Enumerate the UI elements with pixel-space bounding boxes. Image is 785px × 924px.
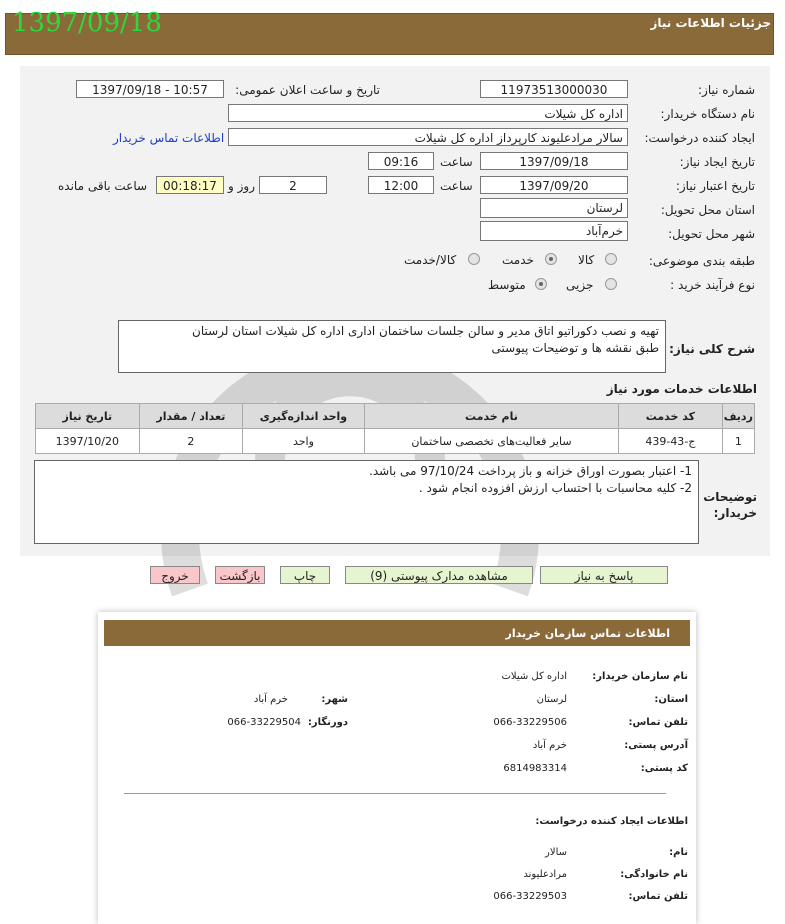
summary-line-1: تهیه و نصب دکوراتیو اتاق مدیر و سالن جلسات ساختمان اداری اداره کل شیلات استان لرستان (192, 324, 659, 338)
buyer-field: اداره کل شیلات (228, 104, 628, 122)
category-service-radio[interactable] (545, 253, 557, 265)
days-label: روز و (228, 179, 255, 193)
creator-phone-label: تلفن تماس: (628, 891, 688, 902)
validity-time-label: ساعت (440, 179, 473, 193)
creator-info-title: اطلاعات ایجاد کننده درخواست: (535, 816, 688, 827)
need-number-label: شماره نیاز: (698, 83, 755, 97)
remaining-field: 00:18:17 (156, 176, 224, 194)
category-service-label: خدمت (502, 253, 534, 267)
city-field: خرم‌آباد (480, 221, 628, 241)
province-label: استان محل تحویل: (660, 203, 755, 217)
table-row (36, 429, 755, 454)
contact-info-link[interactable]: اطلاعات تماس خریدار (113, 131, 225, 145)
postal-label: کد پستی: (640, 763, 688, 774)
city-label: شهر محل تحویل: (668, 227, 755, 241)
process-partial-label: جزیی (566, 278, 594, 292)
announce-field: 1397/09/18 - 10:57 (76, 80, 224, 98)
create-time-field: 09:16 (368, 152, 434, 170)
contact-fax-label: دورنگار: (307, 717, 348, 728)
creator-field: سالار مرادعلیوند کارپرداز اداره کل شیلات (228, 128, 628, 146)
table-header-row (36, 404, 755, 429)
create-date-field: 1397/09/18 (480, 152, 628, 170)
cell-row: 1 (722, 429, 754, 454)
postal-value: 6814983314 (503, 763, 567, 774)
contact-city-label: شهر: (321, 694, 348, 705)
col-row: ردیف (722, 404, 754, 429)
create-date-label: تاریخ ایجاد نیاز: (679, 155, 755, 169)
process-medium-radio[interactable] (535, 278, 547, 290)
address-value: خرم آباد (532, 740, 567, 751)
org-label: نام سازمان خریدار: (592, 671, 688, 682)
contact-province-value: لرستان (536, 694, 567, 705)
header-date: 1397/09/18 (12, 8, 162, 38)
creator-family-label: نام خانوادگی: (620, 869, 688, 880)
summary-label: شرح کلی نیاز: (669, 342, 755, 356)
category-both-label: کالا/خدمت (404, 253, 457, 267)
page-title: جزئیات اطلاعات نیاز (650, 16, 771, 30)
services-title: اطلاعات خدمات مورد نیاز (606, 382, 757, 396)
validity-date-field: 1397/09/20 (480, 176, 628, 194)
view-documents-button[interactable]: مشاهده مدارک پیوستی (9) (345, 566, 533, 584)
services-table (35, 403, 755, 454)
cell-code: ج-43-439 (619, 429, 723, 454)
create-time-label: ساعت (440, 155, 473, 169)
process-label: نوع فرآیند خرید : (670, 278, 755, 292)
buyer-label: نام دستگاه خریدار: (660, 107, 755, 121)
category-goods-label: کالا (578, 253, 595, 267)
org-value: اداره کل شیلات (501, 671, 567, 682)
process-partial-radio[interactable] (605, 278, 617, 290)
cell-unit: واحد (243, 429, 365, 454)
col-date: تاریخ نیاز (36, 404, 140, 429)
cell-qty: 2 (139, 429, 243, 454)
summary-box (118, 320, 666, 373)
col-qty: تعداد / مقدار (139, 404, 243, 429)
creator-name-value: سالار (545, 847, 567, 858)
creator-name-label: نام: (669, 847, 688, 858)
remaining-label: ساعت باقی مانده (58, 179, 148, 193)
contact-fax-value: 066-33229504 (227, 717, 301, 728)
cell-name: سایر فعالیت‌های تخصصی ساختمان (364, 429, 618, 454)
col-unit: واحد اندازه‌گیری (243, 404, 365, 429)
announce-label: تاریخ و ساعت اعلان عمومی: (235, 83, 380, 97)
col-code: کد خدمت (619, 404, 723, 429)
exit-button[interactable]: خروج (150, 566, 200, 584)
contact-phone-value: 066-33229506 (493, 717, 567, 728)
reply-button[interactable]: پاسخ به نیاز (540, 566, 668, 584)
category-label: طبقه بندی موضوعی: (648, 254, 755, 268)
back-button[interactable]: بازگشت (215, 566, 265, 584)
contact-card (98, 612, 696, 924)
notes-box (34, 460, 699, 544)
category-both-radio[interactable] (468, 253, 480, 265)
validity-time-field: 12:00 (368, 176, 434, 194)
process-medium-label: متوسط (488, 278, 526, 292)
print-button[interactable]: چاپ (280, 566, 330, 584)
creator-phone-value: 066-33229503 (493, 891, 567, 902)
col-name: نام خدمت (364, 404, 618, 429)
contact-card-header (104, 620, 690, 646)
contact-province-label: استان: (654, 694, 688, 705)
contact-city-value: خرم آباد (253, 694, 288, 705)
notes-label-1: توضیحات (703, 490, 757, 504)
need-number-field: 1197351300003‌0 (480, 80, 628, 98)
cell-date: 1397/10/20 (36, 429, 140, 454)
notes-line-2: 2- کلیه محاسبات با احتساب ارزش افزوده انجام شود . (418, 481, 692, 495)
validity-label: تاریخ اعتبار نیاز: (675, 179, 755, 193)
creator-family-value: مرادعلیوند (523, 869, 567, 880)
category-goods-radio[interactable] (605, 253, 617, 265)
creator-label: ایجاد کننده درخواست: (644, 131, 755, 145)
notes-label-2: خریدار: (713, 506, 757, 520)
province-field: لرستان (480, 198, 628, 218)
contact-phone-label: تلفن تماس: (628, 717, 688, 728)
summary-line-2: طبق نقشه ها و توضیحات پیوستی (491, 341, 659, 355)
address-label: آدرس پستی: (624, 740, 688, 751)
contact-card-title: اطلاعات تماس سازمان خریدار (505, 627, 670, 640)
divider (124, 793, 666, 794)
days-field: 2 (259, 176, 327, 194)
notes-line-1: 1- اعتبار بصورت اوراق خزانه و باز پرداخت 97/10/24 می باشد. (369, 464, 692, 478)
